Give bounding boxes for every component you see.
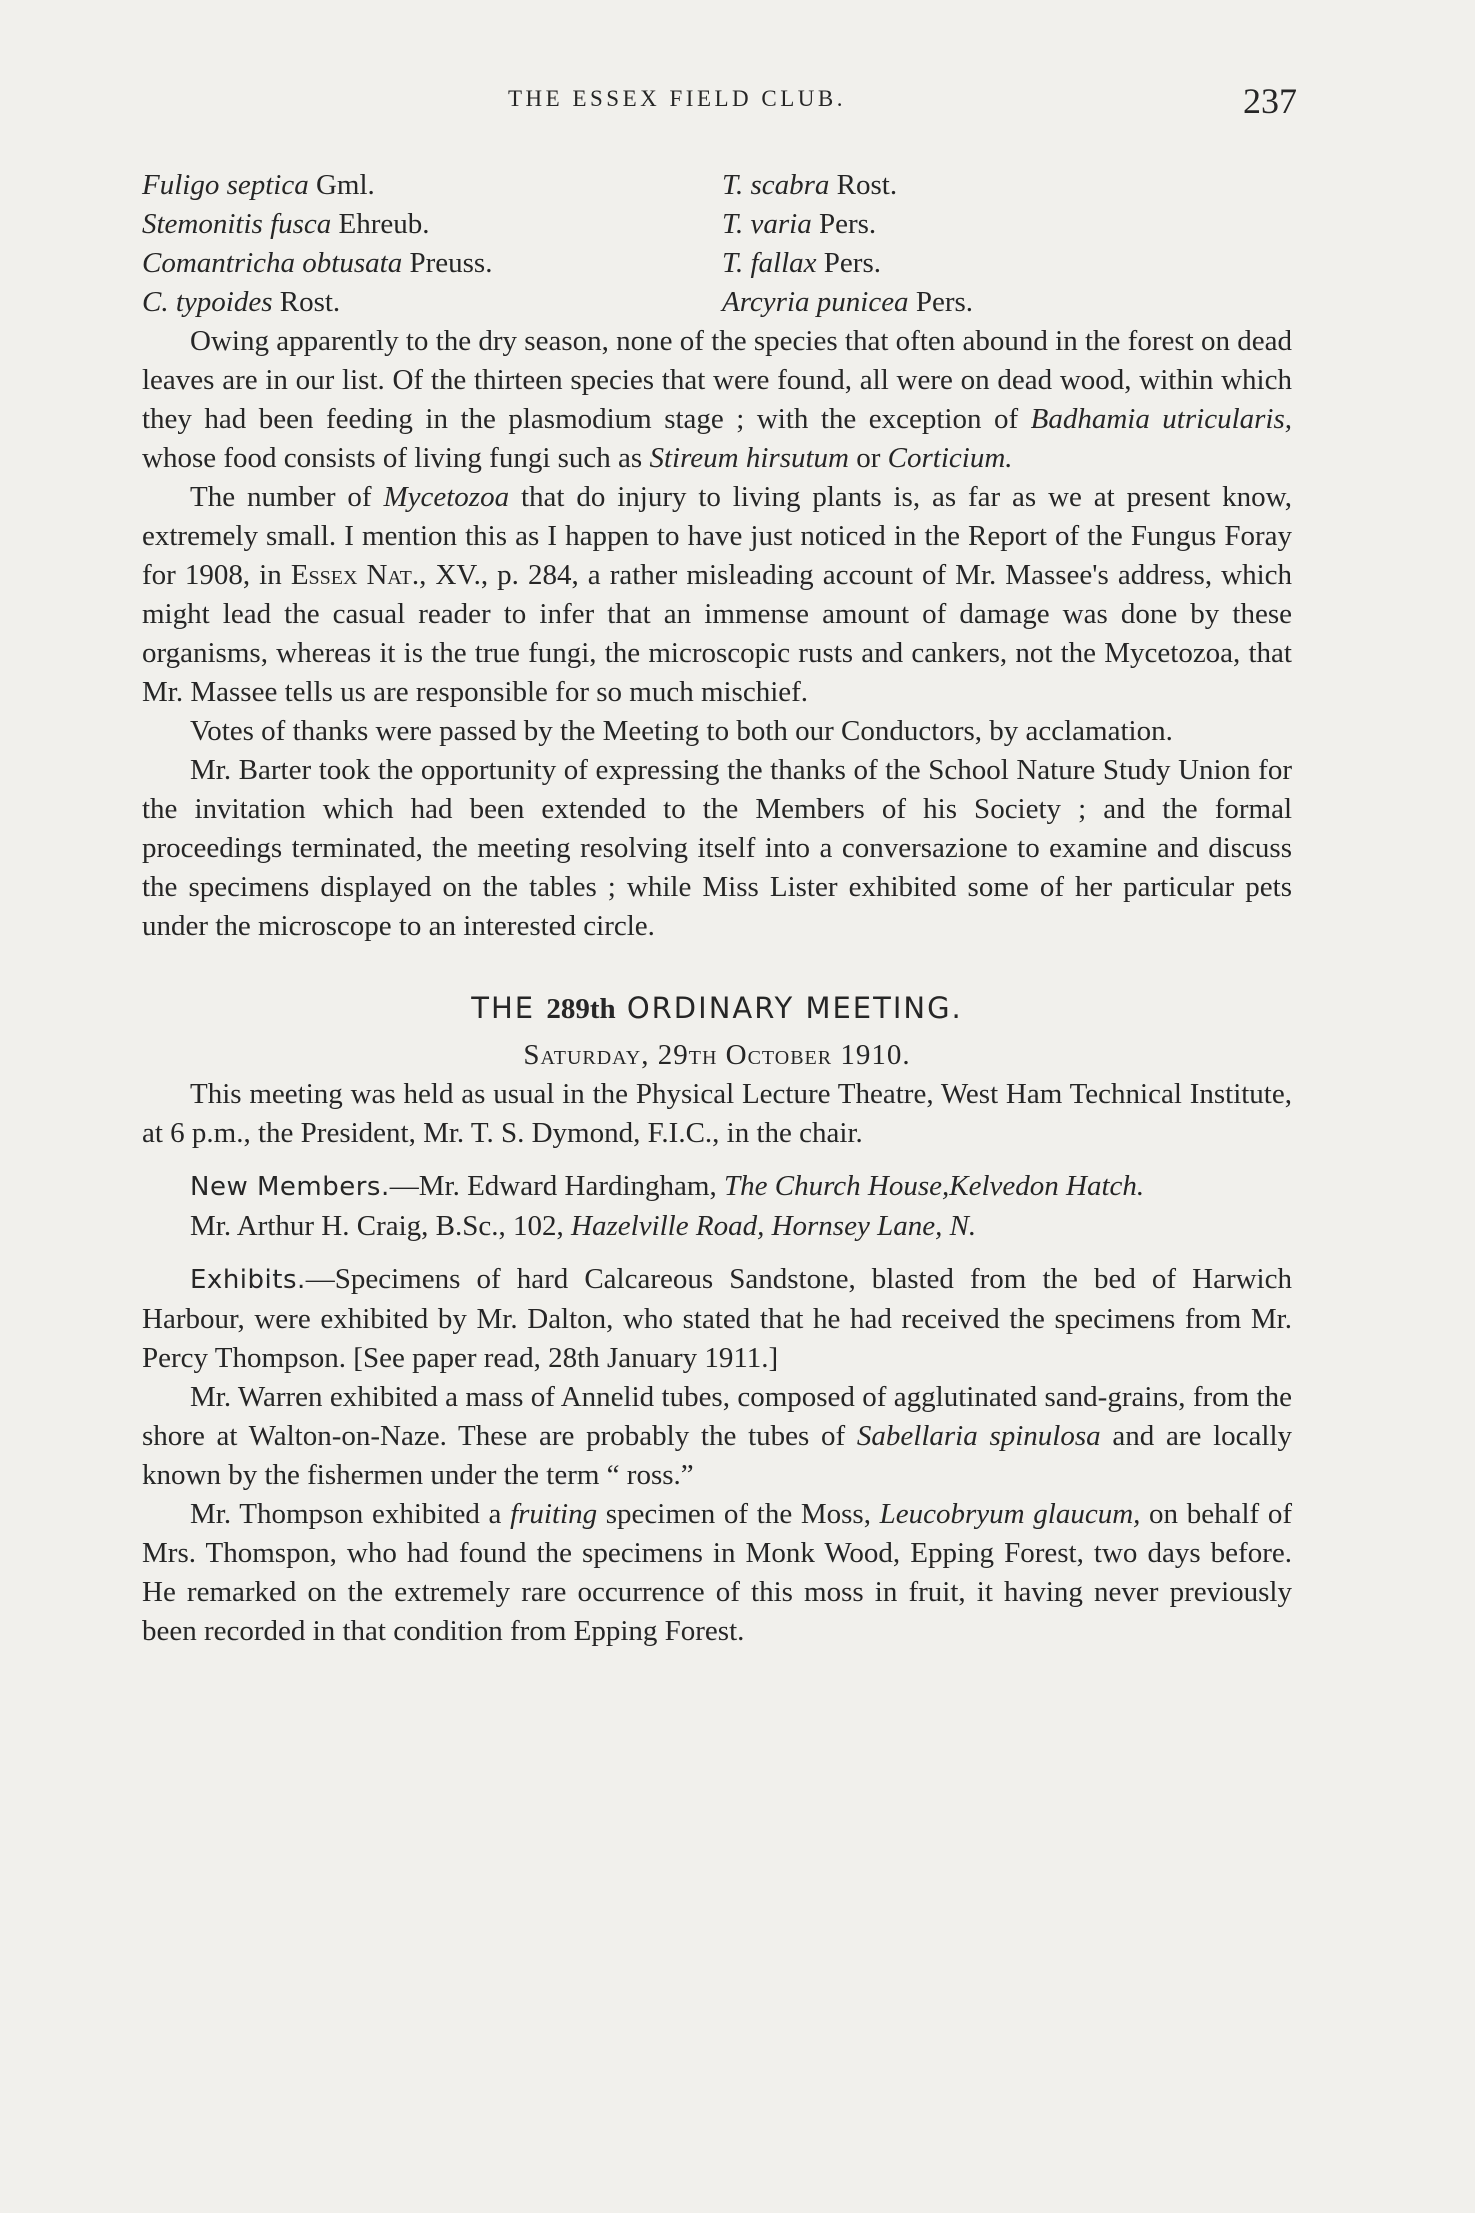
species-entry [142,283,722,322]
paragraph-mycetozoa: The number of Mycetozoa that do injury to living plants is, as far as we at present know, extremely small. I mention this as I happen to have just noticed in the Report of the Fungus Foray for 1908, in Essex Nat., XV., p. 284, a rather misleading account of Mr. Massee's address, which might lead the casual reader to infer that an immense amount of damage was done by these organisms, whereas it is the true fungi, the microscopic rusts and cankers, not the Mycetozoa, that Mr. Massee tells us are responsible for so much mischief. [142,481,1293,708]
species-authority: Ehreub. [338,208,430,240]
exhibits-label: Exhibits. [190,1265,306,1295]
species-name: T. fallax [722,247,817,279]
species-entry [722,205,1292,244]
species-name: Arcyria punicea [722,286,909,318]
paragraph-barter: Mr. Barter took the opportunity of expressing the thanks of the School Nature Study Union for the invitation which had been extended to the Members of his Society ; and the formal proceedings terminated, the meeting resolving itself into a conversazione to examine and discuss the specimens displayed on the tables ; while Miss Lister exhibited some of her particular pets under the microscope to an interested circle. [142,754,1292,942]
species-name: C. typoides [142,286,273,318]
exhibit-1: Exhibits.—Specimens of hard Calcareous Sandstone, blasted from the bed of Harwich Harbour, were exhibited by Mr. Dalton, who stated that he had received the specimens from Mr. Percy Thompson. [See paper read, 28th January 1911.] [142,1263,1292,1374]
species-authority: Rost. [836,169,898,201]
species-name: Fuligo septica [142,169,309,201]
paragraph-dry-season: Owing apparently to the dry season, none of the species that often abound in the forest on dead leaves are in our list. Of the thirteen species that were found, all were on dead wood, within which they had been feeding in the plasmodium stage ; with the exception of Badhamia utricularis, whose food consists of living fungi such as Stireum hirsutum or Corticium. [142,325,1293,474]
new-member-2: Mr. Arthur H. Craig, B.Sc., 102, Hazelville Road, Hornsey Lane, N. [190,1210,977,1242]
exhibit-3: Mr. Thompson exhibited a fruiting specimen of the Moss, Leucobryum glaucum, on behalf of Mrs. Thomspon, who had found the specimens in Monk Wood, Epping Forest, two days before. He remarked on the extremely rare occurrence of this moss in fruit, it having never previously been recorded in that condition from Epping Forest. [142,1498,1292,1647]
species-entry [722,283,1292,322]
exhibit-2: Mr. Warren exhibited a mass of Annelid tubes, composed of agglutinated sand-grains, from the shore at Walton-on-Naze. These are probably the tubes of Sabellaria spinulosa and are locally known by the fishermen under the term “ ross.” [142,1381,1293,1491]
species-list [142,166,1292,322]
species-entry [722,244,1292,283]
species-authority: Gml. [315,169,375,201]
species-authority: Preuss. [409,247,493,279]
running-title: THE ESSEX FIELD CLUB. [508,86,846,111]
species-entry [722,166,1292,205]
species-authority: Pers. [818,208,877,240]
page-body [142,166,1292,1651]
species-name: T. scabra [722,169,830,201]
species-entry [142,244,722,283]
species-name: Stemonitis fusca [142,208,332,240]
new-members-label: New Members. [190,1172,390,1202]
species-entry [142,166,722,205]
species-authority: Pers. [823,247,881,279]
species-authority: Pers. [915,286,974,318]
species-name: Comantricha obtusata [142,247,403,279]
running-head [0,81,1475,124]
page-number: 237 [1243,81,1297,121]
new-member-1: New Members.—Mr. Edward Hardingham, The Church House,Kelvedon Hatch. [190,1170,1145,1202]
meeting-intro: This meeting was held as usual in the Physical Lecture Theatre, West Ham Technical Institute, at 6 p.m., the President, Mr. T. S. Dymond, F.I.C., in the chair. [142,1078,1292,1149]
paragraph-votes: Votes of thanks were passed by the Meeting to both our Conductors, by acclamation. [190,715,1173,747]
meeting-heading: THE 289th ORDINARY MEETING. [471,991,963,1025]
species-name: T. varia [722,208,812,240]
meeting-date: Saturday, 29th October 1910. [523,1039,911,1071]
species-authority: Rost. [279,286,341,318]
species-entry [142,205,722,244]
